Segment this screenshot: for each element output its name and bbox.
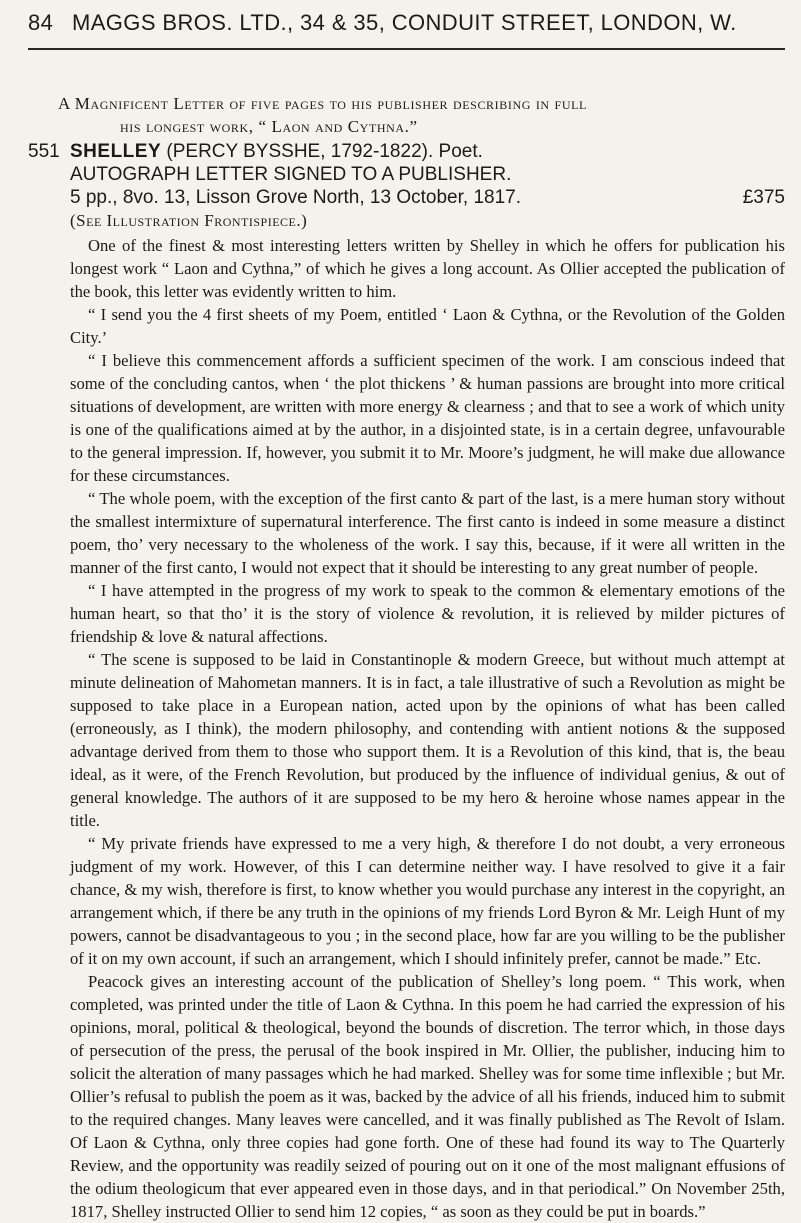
lot-number: 551 — [28, 141, 60, 162]
section-heading — [58, 92, 785, 138]
paragraph: Peacock gives an interesting account of the publication of Shelley’s long poem. “ This work, when completed, was printed under the title of Laon & Cythna. In this poem he had carried the expression of his opinions, moral, political & theological, beyond the bounds of discretion. The terror which, in those days of persecution of the press, the perusal of the book inspired in Mr. Ollier, the publisher, inducing him to solicit the alteration of many passages which he had marked. Shelley was for some time inflexible ; but Mr. Ollier’s refusal to publish the poem as it was, backed by the advice of all his friends, induced him to submit to the required changes. Many leaves were cancelled, and it was finally published as The Revolt of Islam. Of Laon & Cythna, only three copies had gone forth. One of these had found its way to The Quarterly Review, and the opportunity was readily seized of pouring out on it one of the most malignant effusions of the odium theologicum that ever appeared even in those days, and in that periodical.” On November 25th, 1817, Shelley instructed Ollier to send him 12 copies, “ as soon as they could be put in boards.” — [70, 972, 785, 1221]
page-number: 84 — [28, 10, 54, 35]
paragraph: “ I believe this commencement affords a sufficient specimen of the work. I am conscious indeed that some of the concluding cantos, when ‘ the plot thickens ’ & human passions are brought into more critical situations of development, are written with more energy & clearness ; and that to see a work of which unity is one of the qualifications aimed at by the author, in a disjointed state, is in a certain degree, unfavourable to the general impression. If, however, you submit it to Mr. Moore’s judgment, he will make due allowance for these circumstances. — [70, 351, 785, 485]
header-rule — [28, 48, 785, 50]
author-name: SHELLEY — [70, 141, 162, 162]
collation: 5 pp., 8vo. 13, Lisson Grove North, 13 October, 1817. — [70, 187, 521, 208]
catalogue-entry — [28, 140, 785, 1223]
running-head — [28, 10, 785, 36]
section-heading-line-1: A Magnificent Letter of five pages to his publisher describing in full — [58, 94, 587, 113]
paragraph: “ The scene is supposed to be laid in Constantinople & modern Greece, but without much attempt at minute delineation of Mahometan manners. It is in fact, a tale illustrative of such a Revolution as might be supposed to take place in a European nation, acted upon by the opinions of what has been called (erroneously, as I think), the modern philosophy, and contending with antient notions & the supposed advantage derived from them to those who support them. It is a Revolution of this kind, that is, the beau ideal, as it were, of the French Revolution, but produced by the influence of individual genius, & out of general knowledge. The authors of it are supposed to be my hero & heroine whose names appear in the title. — [70, 650, 785, 830]
illustration-reference: (See Illustration Frontispiece.) — [70, 211, 308, 230]
paragraph: “ The whole poem, with the exception of the first canto & part of the last, is a mere human story without the smallest intermixture of supernatural interference. The first canto is indeed in some measure a distinct poem, tho’ very necessary to the wholeness of the work. I say this, because, if it were all written in the manner of the first canto, I would not expect that it should be interesting to any great number of people. — [70, 489, 785, 577]
entry-body — [28, 234, 785, 1223]
running-head-text: MAGGS BROS. LTD., 34 & 35, CONDUIT STREET, LONDON, W. — [72, 10, 737, 35]
paragraph: One of the finest & most interesting letters written by Shelley in which he offers for publication his longest work “ Laon and Cythna,” of which he gives a long account. As Ollier accepted the publication of the book, this letter was evidently written to him. — [70, 236, 785, 301]
paragraph: “ I have attempted in the progress of my work to speak to the common & elementary emotions of the human heart, so that tho’ it is the story of violence & revolution, it is relieved by milder pictures of friendship & love & natural affections. — [70, 581, 785, 646]
section-heading-line-2: his longest work, “ Laon and Cythna.” — [120, 117, 418, 136]
paragraph: “ My private friends have expressed to me a very high, & therefore I do not doubt, a very erroneous judgment of my work. However, of this I can determine neither way. I have resolved to give it a fair chance, & my wish, therefore is first, to know whether you would purchase any interest in the copyright, an arrangement which, if there be any truth in the opinions of my friends Lord Byron & Mr. Leigh Hunt of my powers, cannot be disadvantageous to you ; in the second place, how far are you willing to be the publisher of it on my own account, if such an arrangement, which I should infinitely prefer, cannot be made.” Etc. — [70, 834, 785, 968]
item-description — [28, 186, 785, 209]
item-title: AUTOGRAPH LETTER SIGNED TO A PUBLISHER. — [70, 164, 512, 185]
entry-heading — [28, 140, 785, 163]
paragraph: “ I send you the 4 first sheets of my Poem, entitled ‘ Laon & Cythna, or the Revolution of the Golden City.’ — [70, 305, 785, 347]
author-detail: (PERCY BYSSHE, 1792-1822). Poet. — [166, 141, 483, 162]
price: £375 — [742, 187, 785, 208]
